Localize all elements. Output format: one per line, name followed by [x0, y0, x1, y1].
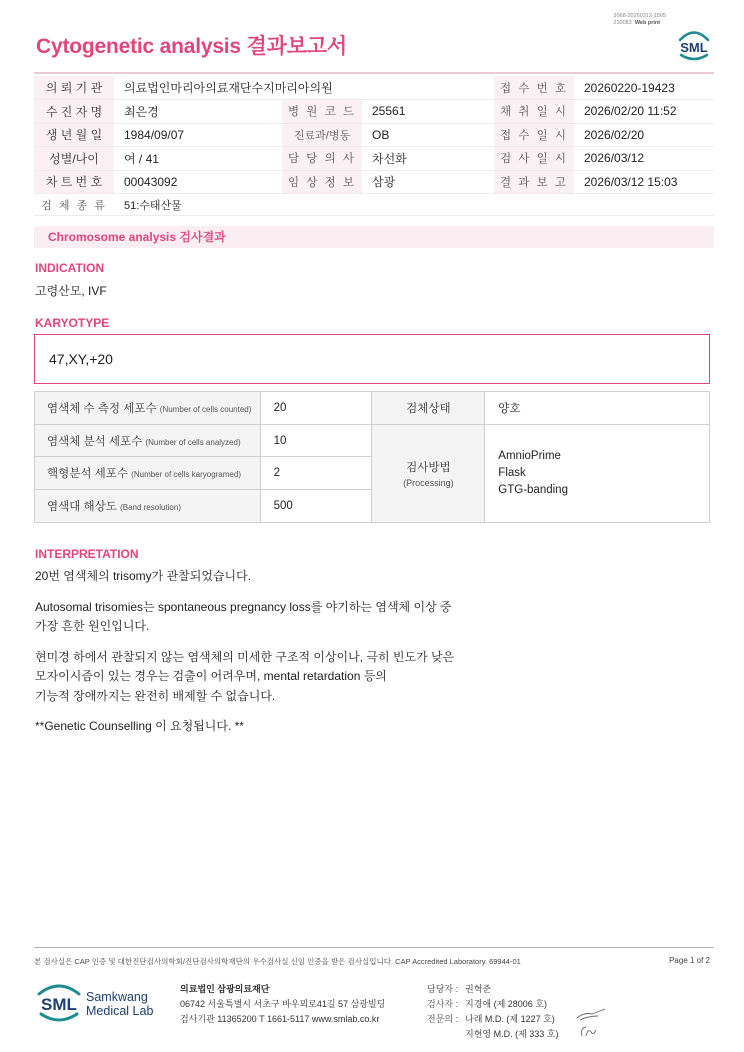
interpretation-paragraph: 20번 염색체의 trisomy가 관찰되었습니다. [35, 569, 252, 583]
sex-age-value: 여 / 41 [114, 147, 282, 171]
band-resolution-label: 염색대 해상도 (Band resolution) [35, 490, 261, 523]
indication-text: 고령산모, IVF [35, 284, 107, 298]
collect-time-label: 채 취 일 시 [494, 100, 574, 124]
karyotype-heading: KARYOTYPE [35, 316, 110, 330]
test-date-label: 검 사 일 시 [494, 147, 574, 171]
processing-method: AmnioPrime [498, 450, 561, 462]
cell-row [35, 425, 710, 457]
section-band-title: Chromosome analysis 검사결과 [34, 226, 714, 248]
cells-analyzed-label: 염색체 분석 세포수 (Number of cells analyzed) [35, 425, 261, 457]
cells-counted-label: 염색체 수 측정 세포수 (Number of cells counted) [35, 392, 261, 425]
test-date-value: 2026/03/12 [574, 147, 714, 171]
receipt-no-value: 20260220-19423 [574, 76, 714, 100]
svg-text:SML: SML [680, 40, 708, 55]
staff-expert-value: 나래 M.D. (제 1227 호) [465, 1014, 555, 1024]
cell-row [35, 392, 710, 425]
staff-tester-value: 지경애 (제 28006 호) [465, 999, 547, 1009]
requesting-org-label: 의 뢰 기 관 [34, 76, 114, 100]
receipt-no-label: 접 수 번 호 [494, 76, 574, 100]
lab-address-block [180, 982, 385, 1027]
interpretation-paragraph: 현미경 하에서 관찰되지 않는 염색체의 미세한 구조적 이상이나, 극히 빈도가 낮은 모자이시즘이 있는 경우는 검출이 어려우며, mental retardation 등의 기능적 장애까지는 완전히 배제할 수 없습니다. [35, 649, 455, 703]
dob-label: 생 년 월 일 [34, 123, 114, 147]
sml-logo-icon [674, 24, 714, 64]
staff-tester-label: 검사자 : [427, 999, 459, 1009]
svg-text:Samkwang: Samkwang [86, 990, 148, 1004]
received-time-value: 2026/02/20 [574, 123, 714, 147]
report-time-label: 결 과 보 고 [494, 170, 574, 194]
svg-text:SML: SML [41, 995, 77, 1014]
department-label: 진료과/병동 [282, 123, 362, 147]
specimen-state-label: 검체상태 [372, 392, 485, 425]
cells-counted-value: 20 [260, 392, 372, 425]
staff-block [427, 982, 558, 1042]
specimen-type-label: 검 체 종 류 [34, 194, 114, 216]
interpretation-paragraph: Autosomal trisomies는 spontaneous pregnancy loss를 야기하는 염색체 이상 중 가장 흔한 원인입니다. [35, 599, 452, 633]
cells-karyogramed-label: 핵형분석 세포수 (Number of cells karyogramed) [35, 457, 261, 490]
collect-time-value: 2026/02/20 11:52 [574, 100, 714, 124]
cells-analyzed-value: 10 [260, 425, 372, 457]
lab-contact: 검사기관 11365200 T 1661-5117 www.smlab.co.kr [180, 1014, 380, 1024]
sex-age-label: 성별/나이 [34, 147, 114, 171]
header-divider [34, 72, 714, 74]
staff-expert-label: 전문의 : [427, 1014, 459, 1024]
cell-count-table [34, 391, 710, 523]
processing-method: GTG-banding [498, 484, 568, 496]
dob-value: 1984/09/07 [114, 123, 282, 147]
requesting-org-value: 의료법인마리아의료재단수지마리아의원 [114, 76, 494, 100]
cells-karyogramed-value: 2 [260, 457, 372, 490]
info-row [34, 100, 714, 124]
specimen-state-value: 양호 [485, 392, 710, 425]
info-row [34, 194, 714, 216]
report-title: Cytogenetic analysis 결과보고서 [36, 35, 347, 58]
staff-manager-value: 권혁준 [465, 984, 492, 994]
svg-text:Medical Lab: Medical Lab [86, 1004, 154, 1018]
staff-expert-value: 지현영 M.D. (제 333 호) [465, 1029, 559, 1039]
patient-name-label: 수 진 자 명 [34, 100, 114, 124]
info-row [34, 170, 714, 194]
lab-address: 06742 서울특별시 서초구 바우뫼로41길 57 삼광빌딩 [180, 999, 386, 1009]
info-row [34, 76, 714, 100]
hospital-code-value: 25561 [362, 100, 494, 124]
patient-name-value: 최은경 [114, 100, 282, 124]
accreditation-note: 본 검사실은 CAP 인증 및 대한진단검사의학회/진단검사의학재단의 우수검사실 신임 인증을 받은 검사실입니다. CAP Accredited Laboratory. 69944-01 [34, 957, 521, 966]
doctor-label: 담 당 의 사 [282, 147, 362, 171]
clinical-info-label: 임 상 정 보 [282, 170, 362, 194]
document-code [613, 13, 666, 27]
processing-value [485, 425, 710, 523]
department-value: OB [362, 123, 494, 147]
hospital-code-label: 병 원 코 드 [282, 100, 362, 124]
interpretation-text [35, 567, 495, 748]
clinical-info-value: 삼광 [362, 170, 494, 194]
info-row [34, 147, 714, 171]
chart-no-value: 00043092 [114, 170, 282, 194]
karyotype-result: 47,XY,+20 [34, 334, 710, 384]
received-time-label: 접 수 일 시 [494, 123, 574, 147]
band-resolution-value: 500 [260, 490, 372, 523]
interpretation-paragraph: **Genetic Counselling 이 요청됩니다. ** [35, 719, 244, 733]
info-row [34, 123, 714, 147]
web-print-tag: Web print [634, 20, 661, 26]
document-code-line2: 230083 [613, 20, 632, 26]
document-code-line1: 3068-20260312-1505 [613, 13, 666, 19]
page-number: Page 1 of 2 [669, 956, 710, 965]
patient-info-table [34, 76, 714, 216]
chart-no-label: 차 트 번 호 [34, 170, 114, 194]
processing-method: Flask [498, 467, 526, 479]
indication-heading: INDICATION [35, 261, 105, 275]
report-time-value: 2026/03/12 15:03 [574, 170, 714, 194]
doctor-value: 차선화 [362, 147, 494, 171]
interpretation-heading: INTERPRETATION [35, 547, 139, 561]
signature-icon [574, 1006, 610, 1040]
specimen-type-value: 51:수태산물 [114, 194, 714, 216]
staff-manager-label: 담당자 : [427, 984, 459, 994]
samkwang-logo-icon [36, 980, 166, 1026]
lab-org-name: 의료법인 삼광의료재단 [180, 984, 270, 994]
processing-label: 검사방법 (Processing) [372, 425, 485, 523]
footer-divider [34, 947, 714, 948]
